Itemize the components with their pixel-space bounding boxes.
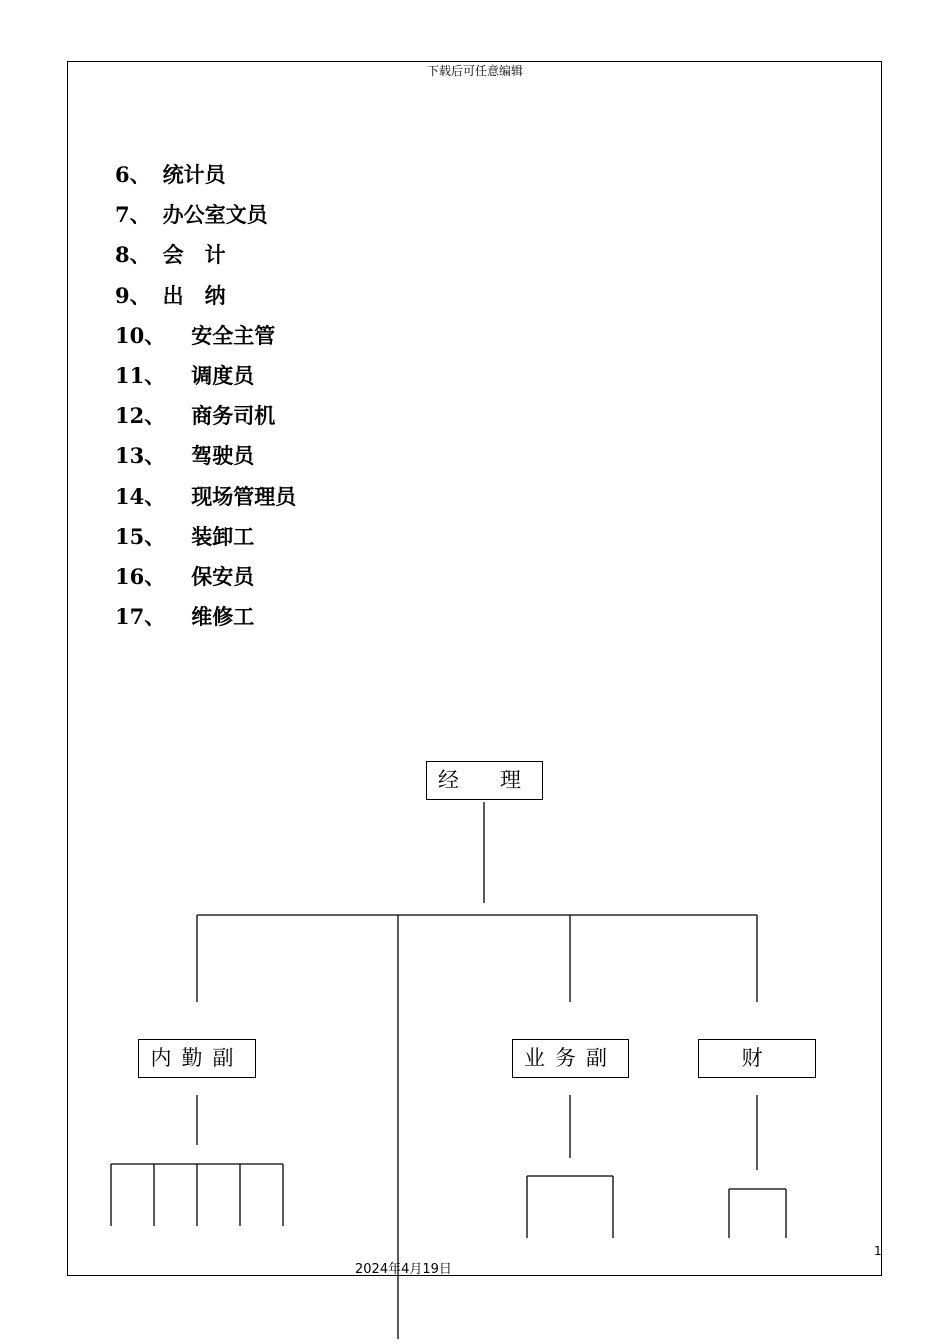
header-note: 下载后可任意编辑 [426,64,523,78]
list-item-number: 13、 [115,443,166,469]
list-item-number: 6、 [115,162,151,187]
list-item-label: 装卸工 [191,523,255,549]
list-item-number: 16、 [115,563,166,589]
footer-date: 2024年4月19日 [355,1262,452,1277]
list-item-number: 10、 [115,322,166,348]
list-item-label: 调度员 [191,362,255,388]
list-item-label: 会 计 [162,242,226,268]
org-box-internal-deputy: 内勤副 [138,1039,256,1078]
list-item-label: 出 纳 [162,282,226,308]
list-item-number: 11、 [115,362,166,388]
list-item-number: 7、 [115,202,151,228]
list-item-label: 维修工 [191,604,255,630]
list-item-label: 商务司机 [191,403,276,429]
list-item-number: 12、 [115,403,166,429]
list-item-number: 17、 [115,604,166,630]
list-item-label: 统计员 [162,162,226,187]
list-item-label: 保安员 [191,563,255,589]
list-item-number: 8、 [115,242,151,268]
list-item-label: 安全主管 [191,322,276,348]
list-item-number: 15、 [115,523,166,549]
org-box-business-deputy: 业务副 [512,1039,629,1078]
list-item-number: 14、 [115,483,166,509]
page-number: 1 [874,1244,882,1258]
list-item-label: 办公室文员 [162,202,268,228]
list-item-label: 驾驶员 [191,443,255,469]
org-box-manager: 经 理 [426,761,543,800]
list-item-label: 现场管理员 [191,483,297,509]
list-item-number: 9、 [115,282,151,308]
org-box-finance: 财 [698,1039,816,1078]
